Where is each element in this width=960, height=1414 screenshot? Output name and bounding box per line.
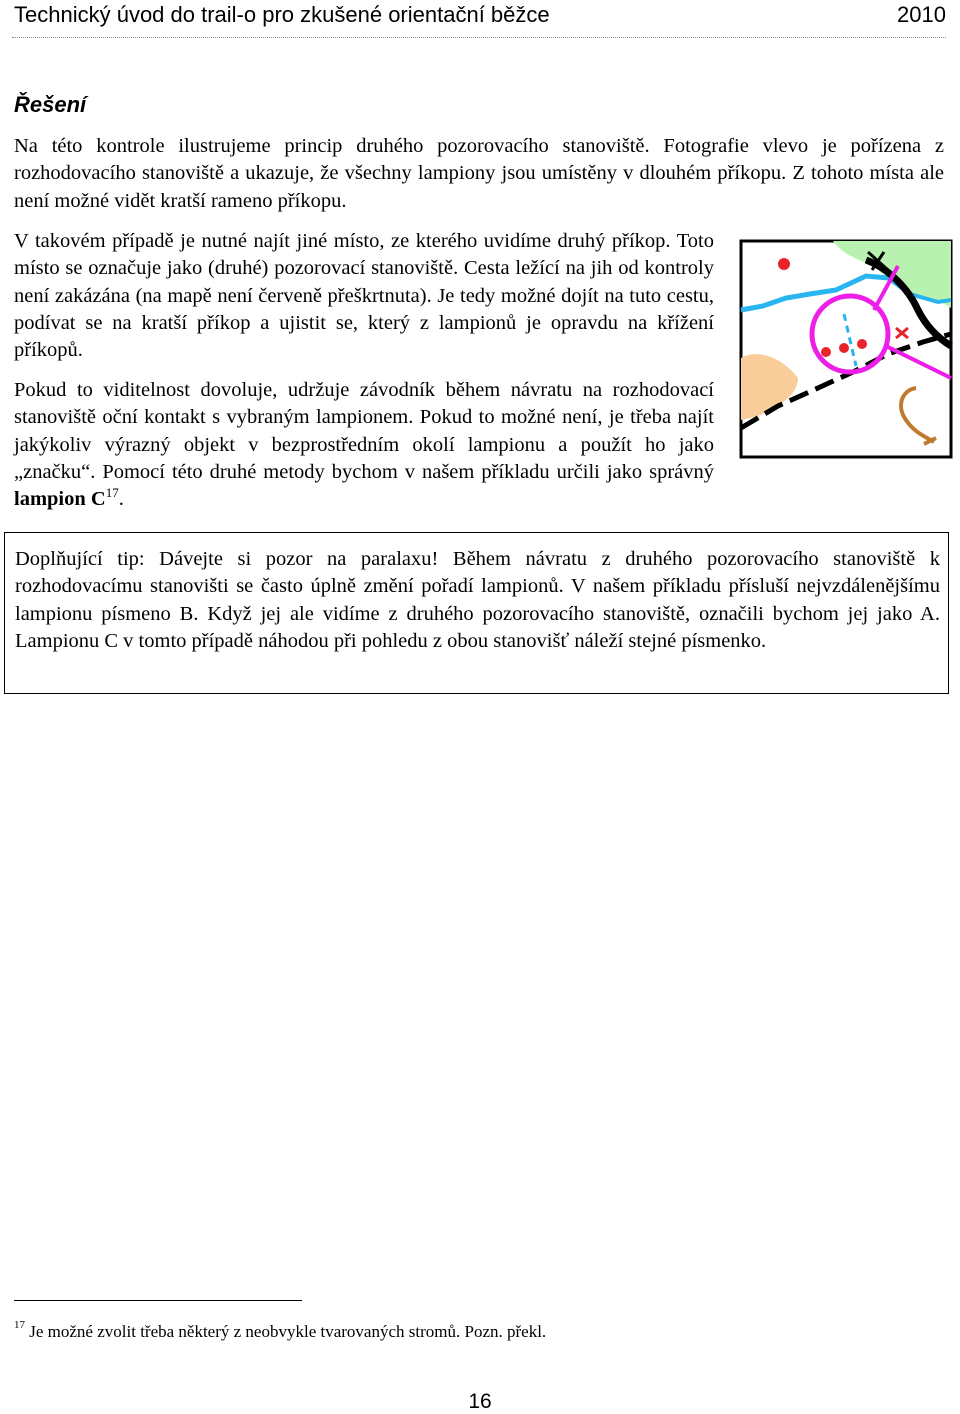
page-number: 16 — [468, 1390, 492, 1413]
paragraph-intro: Na této kontrole ilustrujeme princip druhého pozorovacího stanoviště. Fotografie vlevo je pořízena z rozhodovacího stanoviště a ukazuje, že všechny lampiony jsou umístěny v dlouhém příkopu. Z tohoto místa ale není možné vidět kratší rameno příkopu. — [14, 135, 944, 212]
footnote-ref[interactable]: 17 — [105, 485, 119, 501]
flag-marker-c — [857, 339, 867, 349]
tip-box — [4, 532, 949, 694]
map-marker-point — [778, 258, 790, 270]
footnote — [14, 1319, 547, 1342]
page-header — [14, 0, 946, 38]
p3-bold-answer: lampion C — [14, 488, 106, 511]
flag-marker-a — [821, 347, 831, 357]
footnote-divider — [14, 1300, 302, 1301]
p3-text: Pokud to viditelnost dovoluje, udržuje závodník během návratu na rozhodovací stanoviště oční kontakt s vybraným lampionem. Pokud to možné není, je třeba najít jakýkoliv výrazný objekt v bezprostředním okolí lampionu a použít ho jako „značku“. Pomocí této druhé metody bychom v našem příkladu určili jako správný — [14, 379, 714, 483]
flag-marker-b — [839, 343, 849, 353]
header-year: 2010 — [897, 2, 946, 27]
paragraph-second-station: V takovém případě je nutné najít jiné místo, ze kterého uvidíme druhý příkop. Toto místo se označuje jako (druhé) pozorovací stanoviště. Cesta ležící na jih od kontroly není zakázána (na mapě není červeně přeškrtnuta). Je tedy možné dojít na tuto cestu, podívat se na kratší příkop a ujistit se, který z lampionů je opravdu na křížení příkopů. — [14, 230, 714, 362]
footnote-text: Je možné zvolit třeba některý z neobvykle tvarovaných stromů. Pozn. překl. — [25, 1322, 547, 1341]
tip-text: Doplňující tip: Dávejte si pozor na paralaxu! Během návratu z druhého pozorovacího stanoviště k rozhodovacímu stanovišti se často úplně změní pořadí lampionů. V našem příkladu přísluší nejvzdálenějšímu lampionu písmeno B. Když jej ale vidíme z druhého pozorovacího stanoviště, označili bychom jej jako A. Lampionu C v tomto případě náhodou při pohledu z obou stanovišť náleží stejné písmenko. — [15, 548, 940, 652]
orienteering-map-figure — [738, 238, 954, 460]
paragraph-eye-contact — [14, 377, 714, 513]
footnote-number: 17 — [14, 1319, 25, 1332]
header-divider — [12, 37, 946, 38]
p3-end: . — [118, 488, 124, 511]
section-heading: Řešení — [14, 92, 87, 117]
header-title: Technický úvod do trail-o pro zkušené orientační běžce — [14, 2, 550, 27]
